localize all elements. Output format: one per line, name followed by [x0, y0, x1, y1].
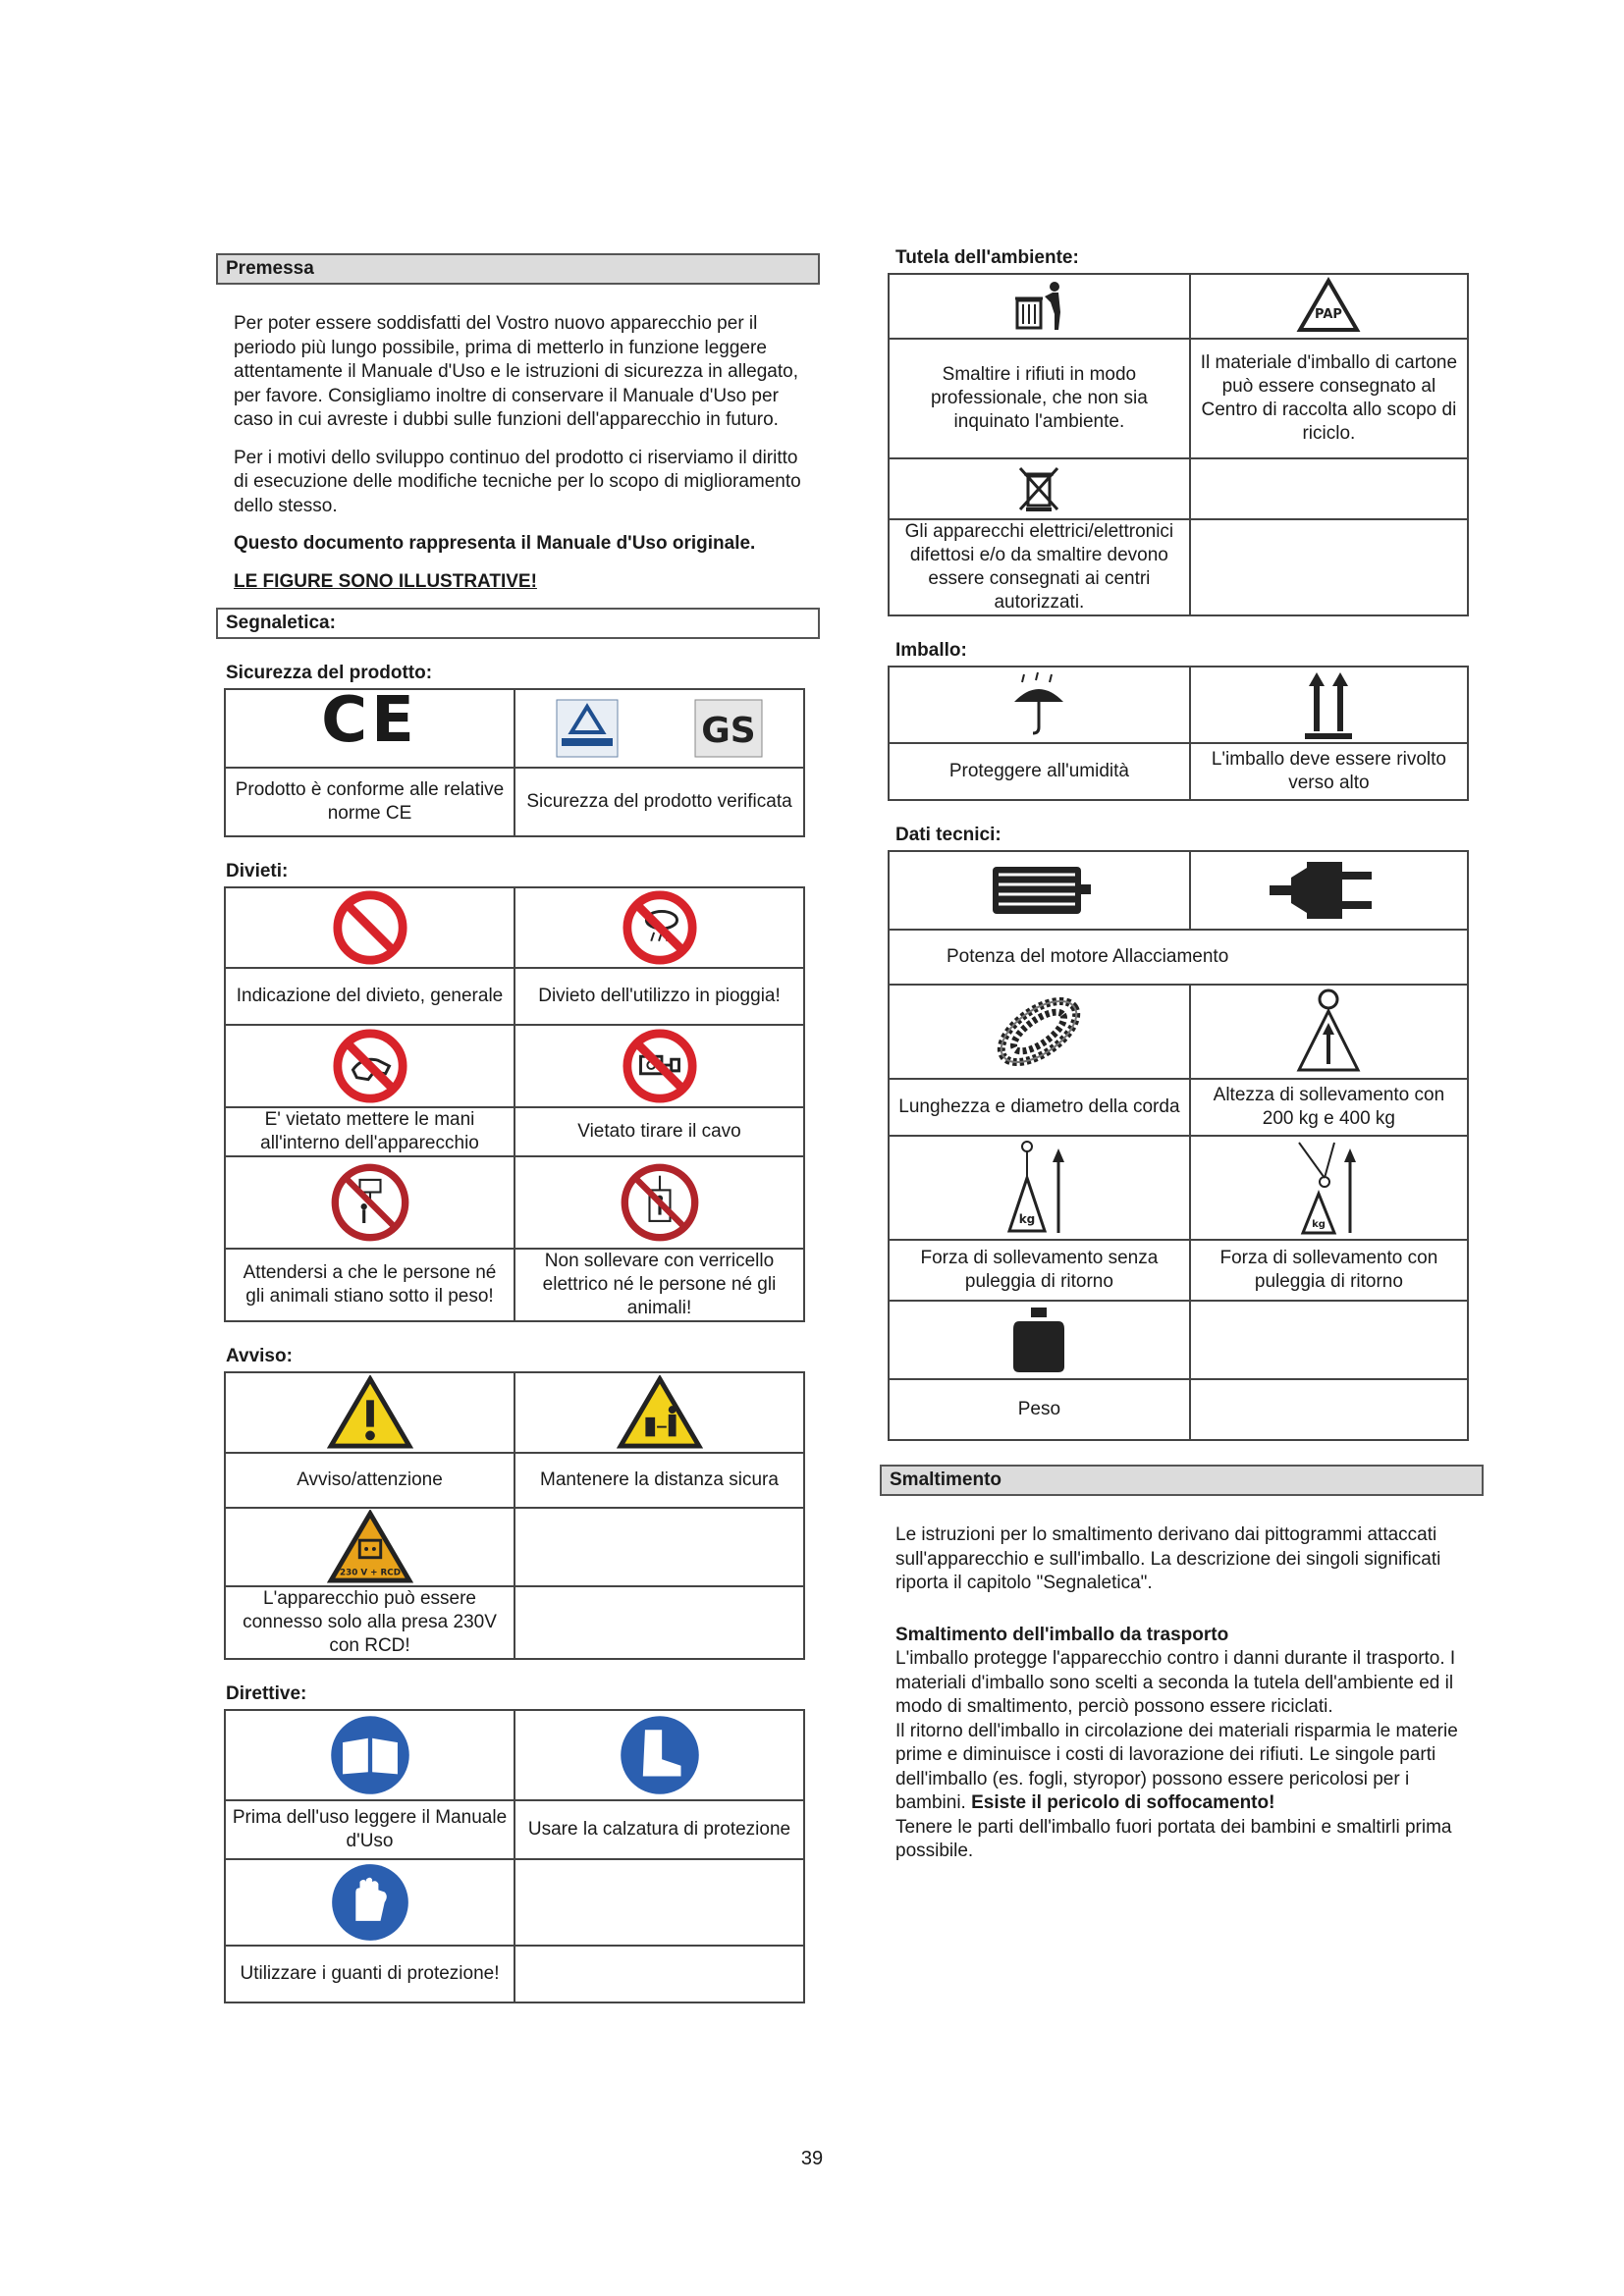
gs-text: Sicurezza del prodotto verificata — [514, 768, 804, 836]
rcd-warning-icon — [327, 1510, 413, 1584]
smaltimento-paragraph-3-text: Il ritorno dell'imballo in circolazione dei materiali risparmia le materie prime e diminuisce i costi di lavorazione dei rifiuti. Le singole parti dell'imballo (es. fogli, styropor) possono essere pericolosi per i bambini. — [895, 1720, 1458, 1813]
no-rain-icon — [622, 889, 698, 966]
premessa-paragraph-4: LE FIGURE SONO ILLUSTRATIVE! — [234, 570, 537, 592]
lift-force-with-pulley-text: Forza di sollevamento con puleggia di ritorno — [1190, 1240, 1468, 1301]
empty-cell — [514, 1859, 804, 1946]
premessa-title: Premessa — [216, 253, 820, 285]
imballo-heading: Imballo: — [895, 640, 967, 661]
lift-force-no-pulley-text: Forza di sollevamento senza puleggia di ritorno — [889, 1240, 1190, 1301]
premessa-paragraph-3: Questo documento rappresenta il Manuale d'Uso originale. — [234, 533, 756, 554]
waste-bin-icon — [1009, 279, 1068, 334]
waste-disposal-text: Smaltire i rifiuti in modo professionale, che non sia inquinato l'ambiente. — [889, 339, 1190, 458]
empty-cell — [514, 1508, 804, 1586]
empty-cell — [514, 1946, 804, 2002]
motor-icon — [985, 859, 1093, 922]
smaltimento-paragraph-2: L'imballo protegge l'apparecchio contro i danni durante il trasporto. I materiali d'imballo sono scelti a seconda la tutela dell'ambiente ed il modo di smaltimento, perciò possono essere riciclati. — [895, 1648, 1456, 1717]
lift-force-pulley-icon — [1289, 1139, 1368, 1237]
rope-cell — [889, 985, 1190, 1079]
direttive-heading: Direttive: — [226, 1683, 307, 1704]
direttive-table — [224, 1709, 805, 2003]
read-manual-icon — [328, 1713, 412, 1797]
smaltimento-paragraph-3-bold: Esiste il pericolo di soffocamento! — [971, 1792, 1275, 1813]
no-pull-cable-text: Vietato tirare il cavo — [514, 1107, 804, 1156]
no-lift-persons-text: Non sollevare con verricello elettrico né le persone né gli animali! — [514, 1249, 804, 1321]
safety-gloves-icon — [329, 1861, 411, 1944]
warning-icon — [327, 1375, 413, 1450]
motor-connection-text: Potenza del motore Allacciamento — [889, 930, 1468, 985]
tutela-table — [888, 273, 1469, 616]
premessa-paragraph-1: Per poter essere soddisfatti del Vostro nuovo apparecchio per il periodo più lungo possibile, prima di metterlo in funzione leggere attentamente il Manuale d'Uso e le istruzioni di sicurezza in allegato, per favore. Consigliamo inoltre di conservare il Manuale d'Uso per caso in cui avreste i dubbi sulle funzioni dell'apparecchio in futuro. — [234, 313, 798, 430]
waste-bin-cell — [889, 274, 1190, 339]
read-manual-cell — [225, 1710, 514, 1800]
no-lift-persons-icon — [619, 1161, 701, 1244]
svg-text:kg: kg — [1019, 1212, 1036, 1226]
ce-mark-icon: CE — [321, 684, 418, 757]
svg-text:230 V + RCD: 230 V + RCD — [339, 1568, 401, 1578]
warning-general-cell — [225, 1372, 514, 1453]
no-rain-cell — [514, 887, 804, 968]
plug-icon — [1270, 854, 1387, 927]
rcd-warning-cell — [225, 1508, 514, 1586]
weight-cell — [889, 1301, 1190, 1379]
svg-text:kg: kg — [1312, 1219, 1326, 1230]
sicurezza-heading: Sicurezza del prodotto: — [226, 663, 433, 683]
lift-force-icon — [1000, 1139, 1078, 1237]
weee-cell — [889, 458, 1190, 519]
pap-recycle-cell — [1190, 274, 1468, 339]
avviso-heading: Avviso: — [226, 1346, 293, 1366]
keep-dry-text: Proteggere all'umidità — [889, 743, 1190, 800]
svg-text:GS: GS — [701, 711, 756, 751]
this-way-up-cell — [1190, 667, 1468, 743]
safety-gloves-cell — [225, 1859, 514, 1946]
safety-gloves-text: Utilizzare i guanti di protezione! — [225, 1946, 514, 2002]
empty-cell — [1190, 1301, 1468, 1379]
weight-text: Peso — [889, 1379, 1190, 1440]
gs-icon — [694, 699, 763, 758]
no-rain-text: Divieto dell'utilizzo in pioggia! — [514, 968, 804, 1025]
smaltimento-title: Smaltimento — [880, 1465, 1484, 1496]
weee-crossed-bin-icon — [1014, 464, 1063, 513]
no-lift-persons-cell — [514, 1156, 804, 1249]
pap-recycle-text: Il materiale d'imballo di cartone può essere consegnato al Centro di raccolta allo scopo di riciclo. — [1190, 339, 1468, 458]
smaltimento-paragraph-3 — [895, 1720, 1468, 1816]
weight-icon — [1009, 1306, 1068, 1374]
safety-shoes-cell — [514, 1710, 804, 1800]
segnaletica-title: Segnaletica: — [216, 608, 820, 639]
read-manual-text: Prima dell'uso leggere il Manuale d'Uso — [225, 1800, 514, 1859]
no-pull-cable-cell — [514, 1025, 804, 1107]
safety-shoes-icon — [618, 1713, 702, 1797]
lift-height-cell — [1190, 985, 1468, 1079]
page-number: 39 — [800, 2148, 824, 2169]
pap-recycle-icon — [1294, 277, 1363, 336]
no-under-load-icon — [329, 1161, 411, 1244]
rcd-warning-text: L'apparecchio può essere connesso solo alla presa 230V con RCD! — [225, 1586, 514, 1659]
lift-force-no-pulley-cell — [889, 1136, 1190, 1240]
empty-cell — [1190, 1379, 1468, 1440]
prohibition-general-text: Indicazione del divieto, generale — [225, 968, 514, 1025]
premessa-paragraph-2: Per i motivi dello sviluppo continuo del prodotto ci riserviamo il diritto di esecuzione delle modifiche tecniche per lo scopo di miglioramento dello stesso. — [234, 447, 801, 516]
rope-text: Lunghezza e diametro della corda — [889, 1079, 1190, 1136]
no-hands-cell — [225, 1025, 514, 1107]
no-under-load-text: Attendersi a che le persone né gli animali stiano sotto il peso! — [225, 1249, 514, 1321]
dati-tecnici-table — [888, 850, 1469, 1441]
empty-cell — [1190, 519, 1468, 615]
safe-distance-icon — [617, 1375, 703, 1450]
no-pull-cable-icon — [622, 1028, 698, 1104]
tuv-icon — [556, 699, 619, 758]
this-way-up-icon — [1299, 668, 1358, 741]
smaltimento-paragraph-4: Tenere le parti dell'imballo fuori portata dei bambini e smaltirli prima possibile. — [895, 1816, 1452, 1861]
connection-cell — [1190, 851, 1468, 930]
tutela-heading: Tutela dell'ambiente: — [895, 247, 1079, 268]
sicurezza-table — [224, 684, 805, 837]
dati-tecnici-heading: Dati tecnici: — [895, 825, 1001, 845]
divieti-heading: Divieti: — [226, 861, 289, 881]
this-way-up-text: L'imballo deve essere rivolto verso alto — [1190, 743, 1468, 800]
prohibition-general-cell — [225, 887, 514, 968]
no-hands-text: E' vietato mettere le mani all'interno dell'apparecchio — [225, 1107, 514, 1156]
ce-mark-cell — [225, 684, 514, 768]
divieti-table — [224, 886, 805, 1322]
smaltimento-subheading: Smaltimento dell'imballo da trasporto — [895, 1624, 1229, 1645]
warning-general-text: Avviso/attenzione — [225, 1453, 514, 1508]
lift-force-with-pulley-cell — [1190, 1136, 1468, 1240]
rope-coil-icon — [985, 988, 1093, 1076]
empty-cell — [1190, 458, 1468, 519]
umbrella-icon — [1004, 670, 1073, 739]
empty-cell — [514, 1586, 804, 1659]
tuv-gs-cell — [514, 689, 804, 768]
no-under-load-cell — [225, 1156, 514, 1249]
avviso-table — [224, 1371, 805, 1660]
keep-dry-cell — [889, 667, 1190, 743]
weee-text: Gli apparecchi elettrici/elettronici difettosi e/o da smaltire devono essere consegnati ai centri autorizzati. — [889, 519, 1190, 615]
safe-distance-text: Mantenere la distanza sicura — [514, 1453, 804, 1508]
ce-text: Prodotto è conforme alle relative norme CE — [225, 768, 514, 836]
imballo-table — [888, 666, 1469, 801]
prohibition-icon — [332, 889, 408, 966]
left-column — [216, 253, 820, 2003]
smaltimento-paragraph-1: Le istruzioni per lo smaltimento derivano dai pittogrammi attaccati sull'apparecchio e sull'imballo. La descrizione dei singoli significati riporta il capitolo "Segnaletica". — [895, 1524, 1441, 1593]
safe-distance-cell — [514, 1372, 804, 1453]
lift-height-icon — [1289, 988, 1368, 1076]
safety-shoes-text: Usare la calzatura di protezione — [514, 1800, 804, 1859]
no-hands-icon — [332, 1028, 408, 1104]
svg-text:PAP: PAP — [1315, 307, 1343, 322]
motor-power-cell — [889, 851, 1190, 930]
right-column — [880, 247, 1484, 1864]
lift-height-text: Altezza di sollevamento con 200 kg e 400 kg — [1190, 1079, 1468, 1136]
